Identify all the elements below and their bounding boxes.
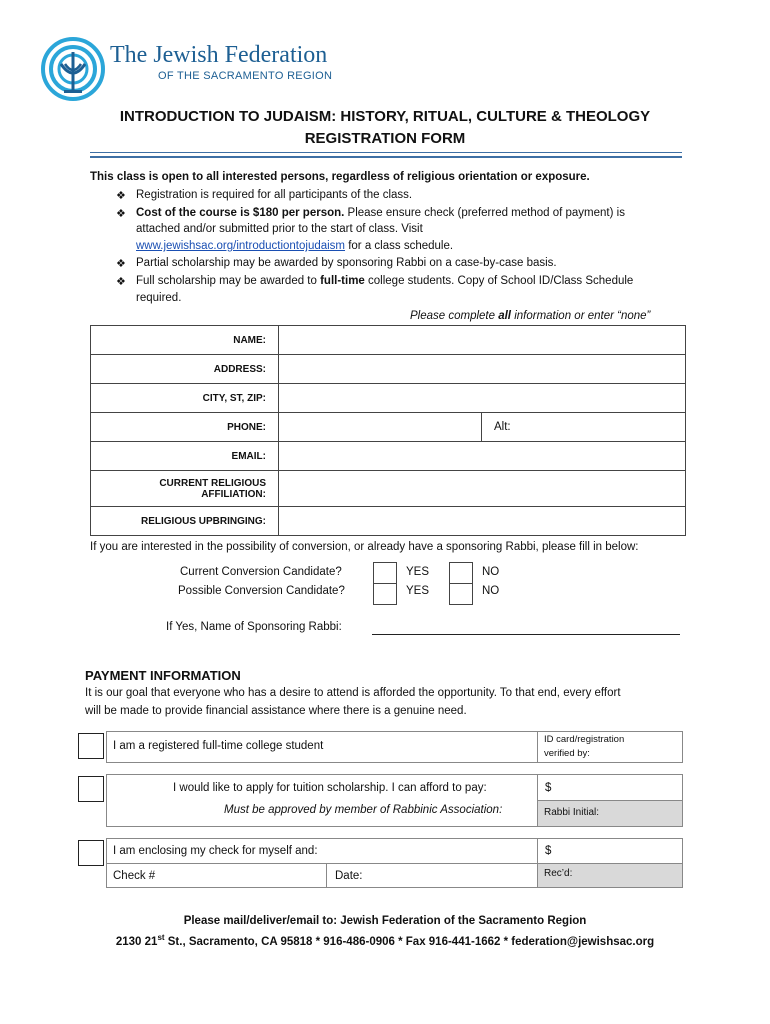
possible-no-checkbox[interactable]: [449, 583, 473, 605]
address-field[interactable]: [279, 355, 686, 384]
schedule-link[interactable]: www.jewishsac.org/introductiontojudaism: [136, 240, 346, 252]
logo-name: The Jewish Federation: [110, 42, 328, 68]
email-field[interactable]: [279, 442, 686, 471]
payment-heading: PAYMENT INFORMATION: [85, 668, 241, 683]
affiliation-label-1: CURRENT RELIGIOUS: [159, 477, 266, 489]
registration-table: [90, 325, 686, 536]
cost-bold: Cost of the course is $180 per person.: [136, 207, 345, 219]
payment-text-1: It is our goal that everyone who has a desire to attend is afforded the opportunity. To that end, every effort: [85, 687, 621, 699]
complete-b: information or enter “none”: [511, 310, 651, 322]
cost-line2: attached and/or submitted prior to the start of class. Visit: [136, 223, 423, 235]
current-candidate-label: Current Conversion Candidate?: [180, 566, 342, 578]
student-checkbox[interactable]: [78, 733, 104, 759]
id-card-label-2: verified by:: [544, 748, 590, 759]
full-bold: full-time: [320, 275, 365, 287]
complete-bold: all: [498, 310, 512, 322]
enclosing-checkbox[interactable]: [78, 840, 104, 866]
bullet-full: [136, 275, 633, 287]
bullet-icon: ❖: [116, 258, 126, 270]
check-date-label: Date:: [335, 870, 363, 882]
enclosing-dollar: $: [545, 845, 552, 857]
name-field[interactable]: [279, 326, 686, 355]
scholarship-label: I would like to apply for tuition scholarship. I can afford to pay:: [173, 782, 487, 794]
bullet-cost: [136, 207, 625, 219]
student-label: I am a registered full-time college student: [113, 740, 324, 752]
bullet-registration: Registration is required for all participants of the class.: [136, 189, 413, 201]
possible-yes-label: YES: [406, 585, 430, 597]
form-subtitle: REGISTRATION FORM: [304, 130, 466, 147]
complete-note: [410, 310, 650, 322]
afford-dollar: $: [545, 782, 552, 794]
address-label: ADDRESS:: [91, 355, 279, 384]
affiliation-field[interactable]: [279, 471, 686, 507]
current-yes-label: YES: [406, 566, 430, 578]
footer-address: [0, 933, 770, 948]
form-title: INTRODUCTION TO JUDAISM: HISTORY, RITUAL, CULTURE & THEOLOGY: [119, 108, 651, 125]
affiliation-label: [91, 471, 279, 507]
possible-no-label: NO: [482, 585, 500, 597]
scholarship-checkbox[interactable]: [78, 776, 104, 802]
upbringing-field[interactable]: [279, 507, 686, 536]
full-line2: required.: [136, 292, 182, 304]
phone-field[interactable]: [279, 413, 482, 442]
cost-rest: Please ensure check (preferred method of payment) is: [344, 207, 625, 219]
current-no-checkbox[interactable]: [449, 562, 473, 584]
cost-line3: [136, 240, 453, 252]
federation-logo-icon: [40, 36, 106, 102]
possible-candidate-label: Possible Conversion Candidate?: [178, 585, 345, 597]
phone-label: PHONE:: [91, 413, 279, 442]
enclosing-amount-cell[interactable]: [537, 838, 683, 864]
upbringing-label: RELIGIOUS UPBRINGING:: [91, 507, 279, 536]
check-number-label: Check #: [113, 870, 156, 882]
bullet-icon: ❖: [116, 208, 126, 220]
affiliation-label-2: AFFILIATION:: [201, 488, 266, 500]
enclosing-label: I am enclosing my check for myself and:: [113, 845, 318, 857]
conversion-intro: If you are interested in the possibility of conversion, or already have a sponsoring Rabbi, please fill in below:: [90, 541, 639, 553]
alt-label: Alt:: [494, 421, 511, 433]
footer-address-b: St., Sacramento, CA 95818 * 916-486-0906 * Fax 916-441-1662 * federation@jewishsac.org: [164, 935, 655, 948]
full-b: college students. Copy of School ID/Class Schedule: [364, 275, 634, 287]
rabbi-name-label: If Yes, Name of Sponsoring Rabbi:: [166, 621, 342, 633]
city-field[interactable]: [279, 384, 686, 413]
city-label: CITY, ST, ZIP:: [91, 384, 279, 413]
alt-phone-field[interactable]: [482, 413, 686, 442]
footer-mail: Please mail/deliver/email to: Jewish Federation of the Sacramento Region: [183, 915, 587, 927]
title-rule-thick: [90, 156, 682, 158]
afford-amount-cell[interactable]: [537, 774, 683, 801]
bullet-icon: ❖: [116, 276, 126, 288]
rabbi-initial-label: Rabbi Initial:: [544, 807, 600, 818]
received-label: Rec’d:: [544, 868, 573, 879]
footer-address-a: 2130 21: [115, 935, 158, 948]
intro-lead: This class is open to all interested persons, regardless of religious orientation or exposure.: [90, 171, 590, 183]
rabbi-name-line[interactable]: [372, 634, 680, 635]
footer-address-sup: st: [157, 933, 165, 942]
possible-yes-checkbox[interactable]: [373, 583, 397, 605]
approval-note: Must be approved by member of Rabbinic Association:: [224, 804, 503, 816]
title-rule: [90, 152, 682, 153]
bullet-partial: Partial scholarship may be awarded by sponsoring Rabbi on a case-by-case basis.: [136, 257, 557, 269]
payment-text-2: will be made to provide financial assistance where there is a genuine need.: [85, 705, 467, 717]
id-card-label-1: ID card/registration: [544, 734, 625, 745]
current-yes-checkbox[interactable]: [373, 562, 397, 584]
name-label: NAME:: [91, 326, 279, 355]
logo-region: OF THE SACRAMENTO REGION: [158, 70, 333, 82]
cost-after: for a class schedule.: [345, 240, 454, 252]
bullet-icon: ❖: [116, 190, 126, 202]
current-no-label: NO: [482, 566, 500, 578]
email-label: EMAIL:: [91, 442, 279, 471]
full-a: Full scholarship may be awarded to: [136, 275, 321, 287]
complete-a: Please complete: [410, 310, 499, 322]
